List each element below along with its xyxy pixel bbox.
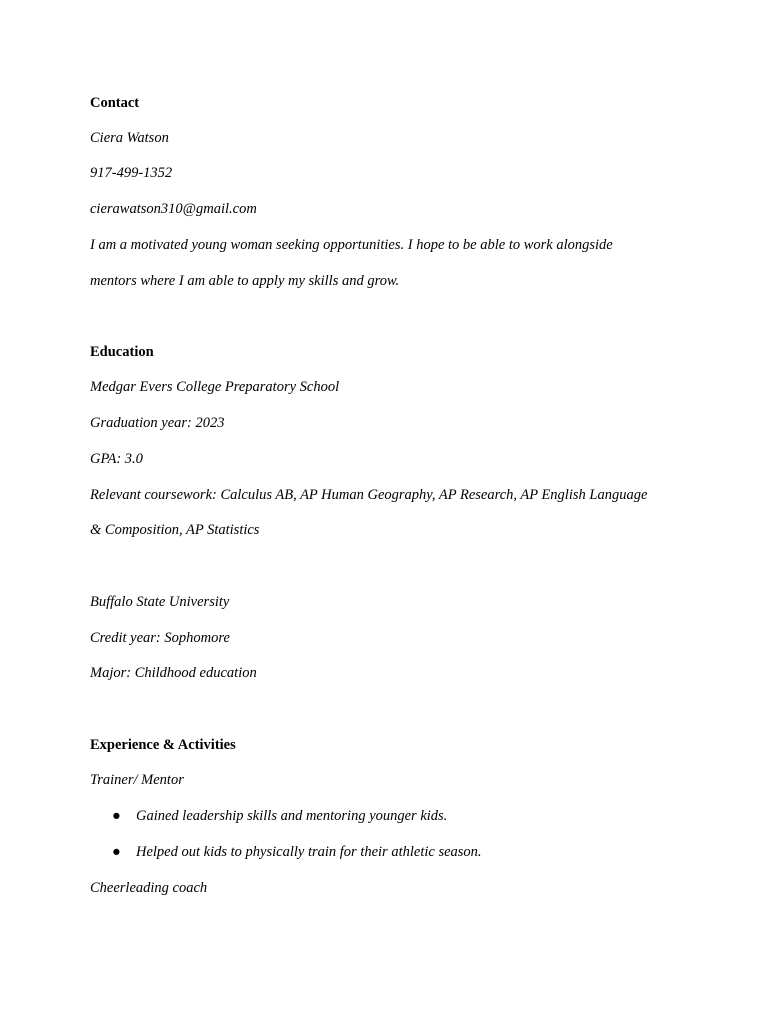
coursework-line-2: & Composition, AP Statistics — [90, 522, 260, 538]
graduation-year: Graduation year: 2023 — [90, 415, 225, 431]
summary-line-1: I am a motivated young woman seeking opportunities. I hope to be able to work alongside — [90, 237, 613, 253]
major: Major: Childhood education — [90, 665, 257, 681]
list-item — [112, 842, 482, 862]
bullet-text: Gained leadership skills and mentoring younger kids. — [136, 808, 448, 824]
contact-heading: Contact — [90, 95, 140, 111]
education-heading: Education — [90, 344, 154, 360]
contact-name: Ciera Watson — [90, 130, 169, 146]
bullet-icon: ● — [112, 808, 121, 824]
experience-heading: Experience & Activities — [90, 737, 236, 753]
contact-email: cierawatson310@gmail.com — [90, 201, 257, 217]
role-title: Trainer/ Mentor — [90, 772, 184, 788]
bullet-text: Helped out kids to physically train for their athletic season. — [136, 844, 482, 860]
contact-phone: 917-499-1352 — [90, 165, 173, 181]
role-title: Cheerleading coach — [90, 880, 208, 896]
university-name: Buffalo State University — [90, 594, 230, 610]
coursework-line-1: Relevant coursework: Calculus AB, AP Human Geography, AP Research, AP English Language — [90, 487, 648, 503]
credit-year: Credit year: Sophomore — [90, 630, 230, 646]
gpa: GPA: 3.0 — [90, 451, 143, 467]
summary-line-2: mentors where I am able to apply my skills and grow. — [90, 273, 400, 289]
school-name: Medgar Evers College Preparatory School — [90, 379, 340, 395]
list-item — [112, 806, 447, 826]
bullet-icon: ● — [112, 844, 121, 860]
